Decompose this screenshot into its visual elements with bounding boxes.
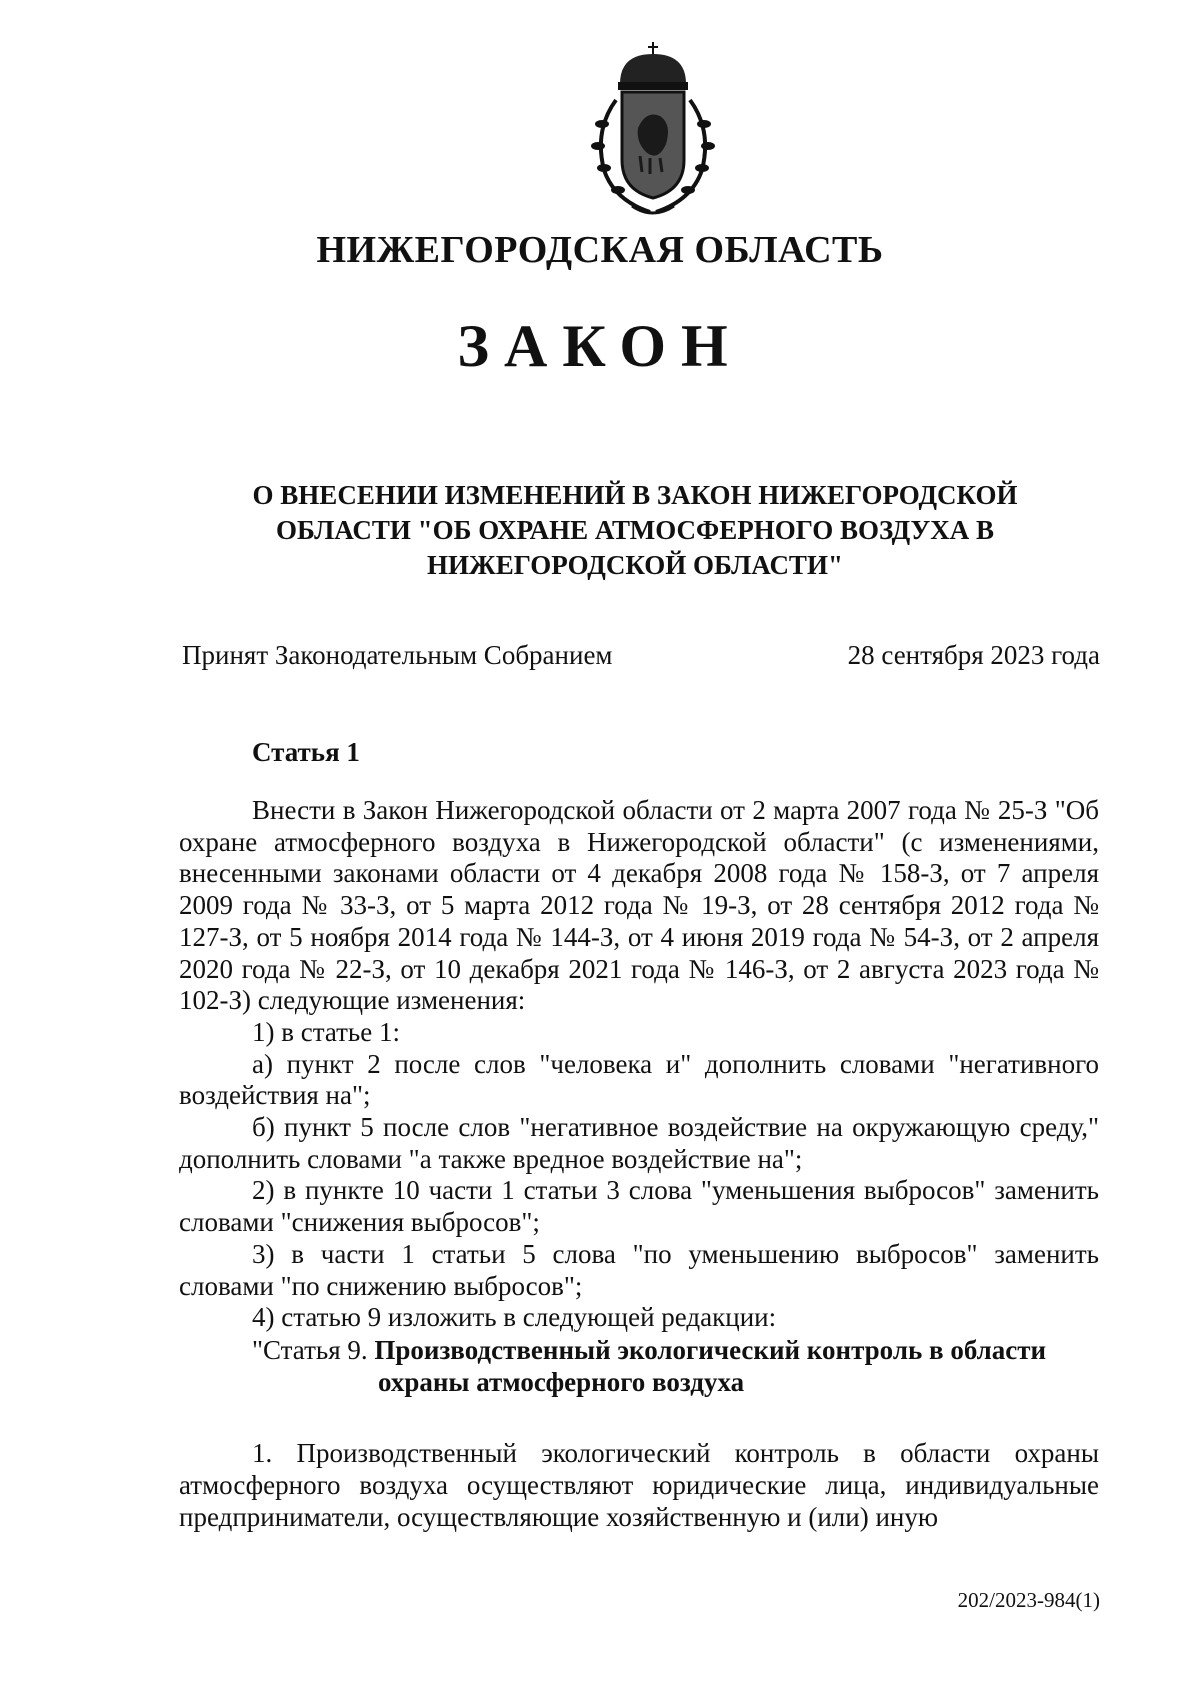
adoption-label: Принят Законодательным Собранием [182,640,613,670]
amendment-item: 3) в части 1 статьи 5 слова "по уменьшению выбросов" заменить словами "по снижению выбросов"; [179,1238,1099,1301]
new-article-title: Производственный экологический контроль в области [374,1334,1047,1365]
document-type-heading: ЗАКОН [457,313,743,379]
new-article-title-continued: охраны атмосферного воздуха [378,1366,745,1397]
new-article-paragraph: 1. Производственный экологический контроль в области охраны атмосферного воздуха осуществляют юридические лица, индивидуальные предприниматели, осуществляющие хозяйственную и (или) иную [179,1438,1099,1532]
article-intro-paragraph: Внести в Закон Нижегородской области от 2 марта 2007 года № 25-З "Об охране атмосферного воздуха в Нижегородской области" (с изменениями, внесенными законами области от 4 декабря 2008 года № 158-З, от 7 апреля 2009 года № 33-З, от 5 марта 2012 года № 19-З, от 28 сентября 2012 года № 127-З, от 5 ноября 2014 года № 144-З, от 4 июня 2019 года № 54-З, от 2 апреля 2020 года № 22-З, от 10 декабря 2021 года № 146-З, от 2 августа 2023 года № 102-З) следующие изменения: [179,795,1099,1016]
article-heading: Статья 1 [252,737,360,767]
article-body [179,795,1099,1533]
law-title [200,478,1070,583]
document-number: 202/2023-984(1) [957,1588,1100,1612]
new-article-prefix: "Статья 9. [252,1334,375,1365]
law-title-line: О ВНЕСЕНИИ ИЗМЕНЕНИЙ В ЗАКОН НИЖЕГОРОДСКОЙ [252,480,1018,510]
amendment-item: 1) в статье 1: [252,1016,400,1047]
law-title-line: ОБЛАСТИ "ОБ ОХРАНЕ АТМОСФЕРНОГО ВОЗДУХА В [275,515,995,545]
amendment-item: а) пункт 2 после слов "человека и" дополнить словами "негативного воздействия на"; [179,1048,1099,1111]
amendment-item: б) пункт 5 после слов "негативное воздействие на окружающую среду," дополнить словами "а также вредное воздействие на"; [179,1112,1099,1174]
nizhny-novgorod-coat-of-arms-icon [580,40,726,220]
amendment-item: 2) в пункте 10 части 1 статьи 3 слова "уменьшения выбросов" заменить словами "снижения выбросов"; [179,1175,1099,1238]
amendment-item: 4) статью 9 изложить в следующей редакции: [252,1302,777,1333]
region-heading: НИЖЕГОРОДСКАЯ ОБЛАСТЬ [316,229,884,271]
new-article-heading [179,1335,1099,1367]
adoption-date: 28 сентября 2023 года [847,640,1100,670]
law-title-line: НИЖЕГОРОДСКОЙ ОБЛАСТИ" [427,550,843,580]
